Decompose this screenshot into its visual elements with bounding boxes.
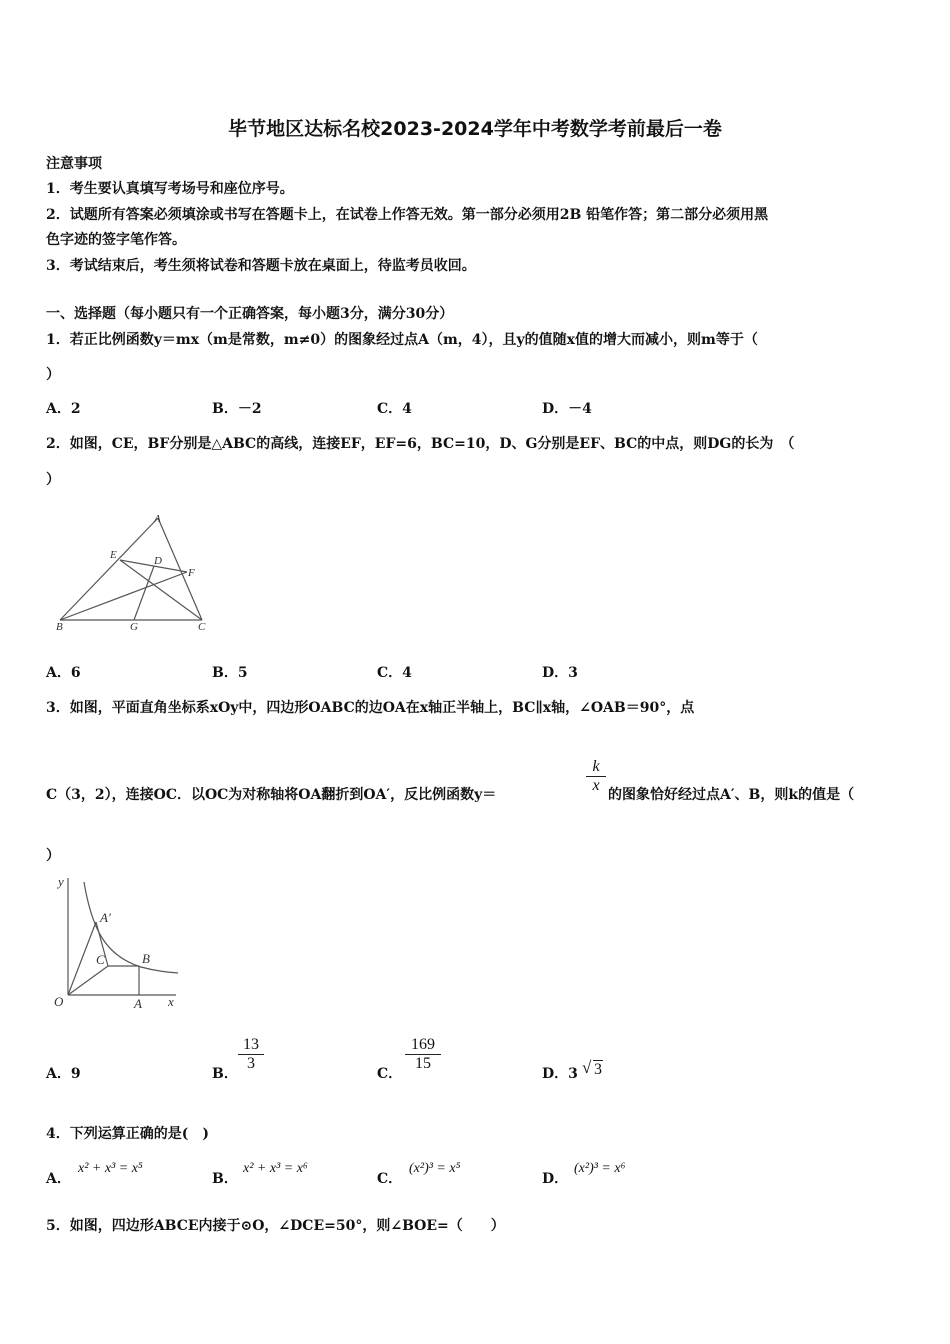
q2-close: ）	[46, 472, 60, 488]
q4-expr-a: x² + x³ = x⁵	[78, 1161, 143, 1176]
note-3: 3．考试结束后，考生须将试卷和答题卡放在桌面上，待监考员收回。	[46, 258, 476, 274]
segment-oa-prime	[68, 922, 96, 995]
q2-option-b[interactable]: B．5	[212, 665, 248, 681]
label-o: O	[54, 994, 64, 1009]
q2-option-c[interactable]: C．4	[377, 665, 412, 681]
q3-option-c[interactable]: C．	[377, 1066, 403, 1082]
altitude-bf	[60, 572, 187, 620]
q3-option-b[interactable]: B．	[212, 1066, 238, 1082]
q3-b-num: 13	[238, 1036, 264, 1055]
note-1: 1．考生要认真填写考场号和座位序号。	[46, 181, 294, 197]
label-e: E	[110, 549, 117, 561]
label-y: y	[58, 874, 64, 889]
q3-option-d[interactable]: D．3	[542, 1066, 578, 1082]
q1-option-b[interactable]: B．－2	[212, 401, 262, 417]
label-a-prime: A′	[100, 910, 111, 925]
label-f: F	[188, 567, 195, 579]
note-2: 2．试题所有答案必须填涂或书写在答题卡上，在试卷上作答无效。第一部分必须用2B 铅笔作答；第二部分必须用黑	[46, 207, 769, 223]
q5-text: 5．如图，四边形ABCE内接于⊙O，∠DCE=50°，则∠BOE=（ ）	[46, 1218, 505, 1234]
q3-fraction-k-over-x	[586, 758, 606, 795]
q4-option-a[interactable]: A．	[46, 1171, 71, 1187]
q3-coordinate-figure	[46, 870, 186, 1015]
q1-option-c[interactable]: C．4	[377, 401, 412, 417]
q4-option-c[interactable]: C．	[377, 1171, 403, 1187]
label-b: B	[142, 951, 150, 966]
q4-text: 4．下列运算正确的是( )	[46, 1126, 209, 1142]
sqrt-icon: √	[582, 1058, 592, 1077]
note-2-cont: 色字迹的签字笔作答。	[46, 232, 186, 248]
label-g: G	[130, 621, 138, 633]
side-ba	[60, 518, 158, 620]
label-d: D	[154, 555, 162, 567]
q3-option-c-fraction	[405, 1036, 441, 1073]
q3-option-b-fraction	[238, 1036, 264, 1073]
label-a: A	[154, 513, 161, 525]
section-heading: 一、选择题（每小题只有一个正确答案，每小题3分，满分30分）	[46, 306, 454, 322]
label-a: A	[134, 996, 142, 1011]
q2-option-a[interactable]: A．6	[46, 665, 81, 681]
q3-c-num: 169	[405, 1036, 441, 1055]
q3-b-den: 3	[247, 1055, 255, 1072]
page-title: 毕节地区达标名校2023-2024学年中考数学考前最后一卷	[228, 118, 722, 140]
q3-line2b: 的图象恰好经过点A′、B，则k的值是（	[608, 787, 855, 803]
q4-option-d[interactable]: D．	[542, 1171, 569, 1187]
q1-option-a[interactable]: A．2	[46, 401, 81, 417]
q4-expr-b: x² + x³ = x⁶	[243, 1161, 308, 1176]
q2-option-d[interactable]: D．3	[542, 665, 578, 681]
q1-option-d[interactable]: D．－4	[542, 401, 592, 417]
q1-close: ）	[46, 367, 60, 383]
q4-expr-d: (x²)³ = x⁶	[574, 1161, 626, 1176]
notes-heading: 注意事项	[46, 156, 102, 172]
q2-text: 2．如图，CE，BF分别是△ABC的高线，连接EF，EF=6，BC=10，D、G分别是EF、BC的中点，则DG的长为 （	[46, 436, 795, 452]
label-c: C	[96, 952, 105, 967]
label-b: B	[56, 621, 63, 633]
q4-expr-c: (x²)³ = x⁵	[409, 1161, 461, 1176]
q3-line1: 3．如图，平面直角坐标系xOy中，四边形OABC的边OA在x轴正半轴上，BC∥x轴，∠OAB＝90°，点	[46, 700, 695, 716]
label-x: x	[168, 994, 174, 1009]
q3-frac-den: x	[592, 777, 600, 794]
segment-dg	[134, 566, 154, 620]
q3-close: ）	[46, 848, 60, 864]
q3-line2a: C（3，2），连接OC．以OC为对称轴将OA翻折到OA′，反比例函数y＝	[46, 787, 497, 803]
q3-frac-num: k	[586, 758, 606, 777]
q4-option-b[interactable]: B．	[212, 1171, 238, 1187]
q3-c-den: 15	[415, 1055, 431, 1072]
q1-text: 1．若正比例函数y＝mx（m是常数，m≠0）的图象经过点A（m，4），且y的值随x值的增大而减小，则m等于（	[46, 332, 758, 348]
side-ac	[158, 518, 202, 620]
label-c: C	[198, 621, 206, 633]
q3-option-a[interactable]: A．9	[46, 1066, 81, 1082]
q3-d-radicand: 3	[594, 1061, 602, 1078]
q2-triangle-figure	[50, 510, 220, 635]
